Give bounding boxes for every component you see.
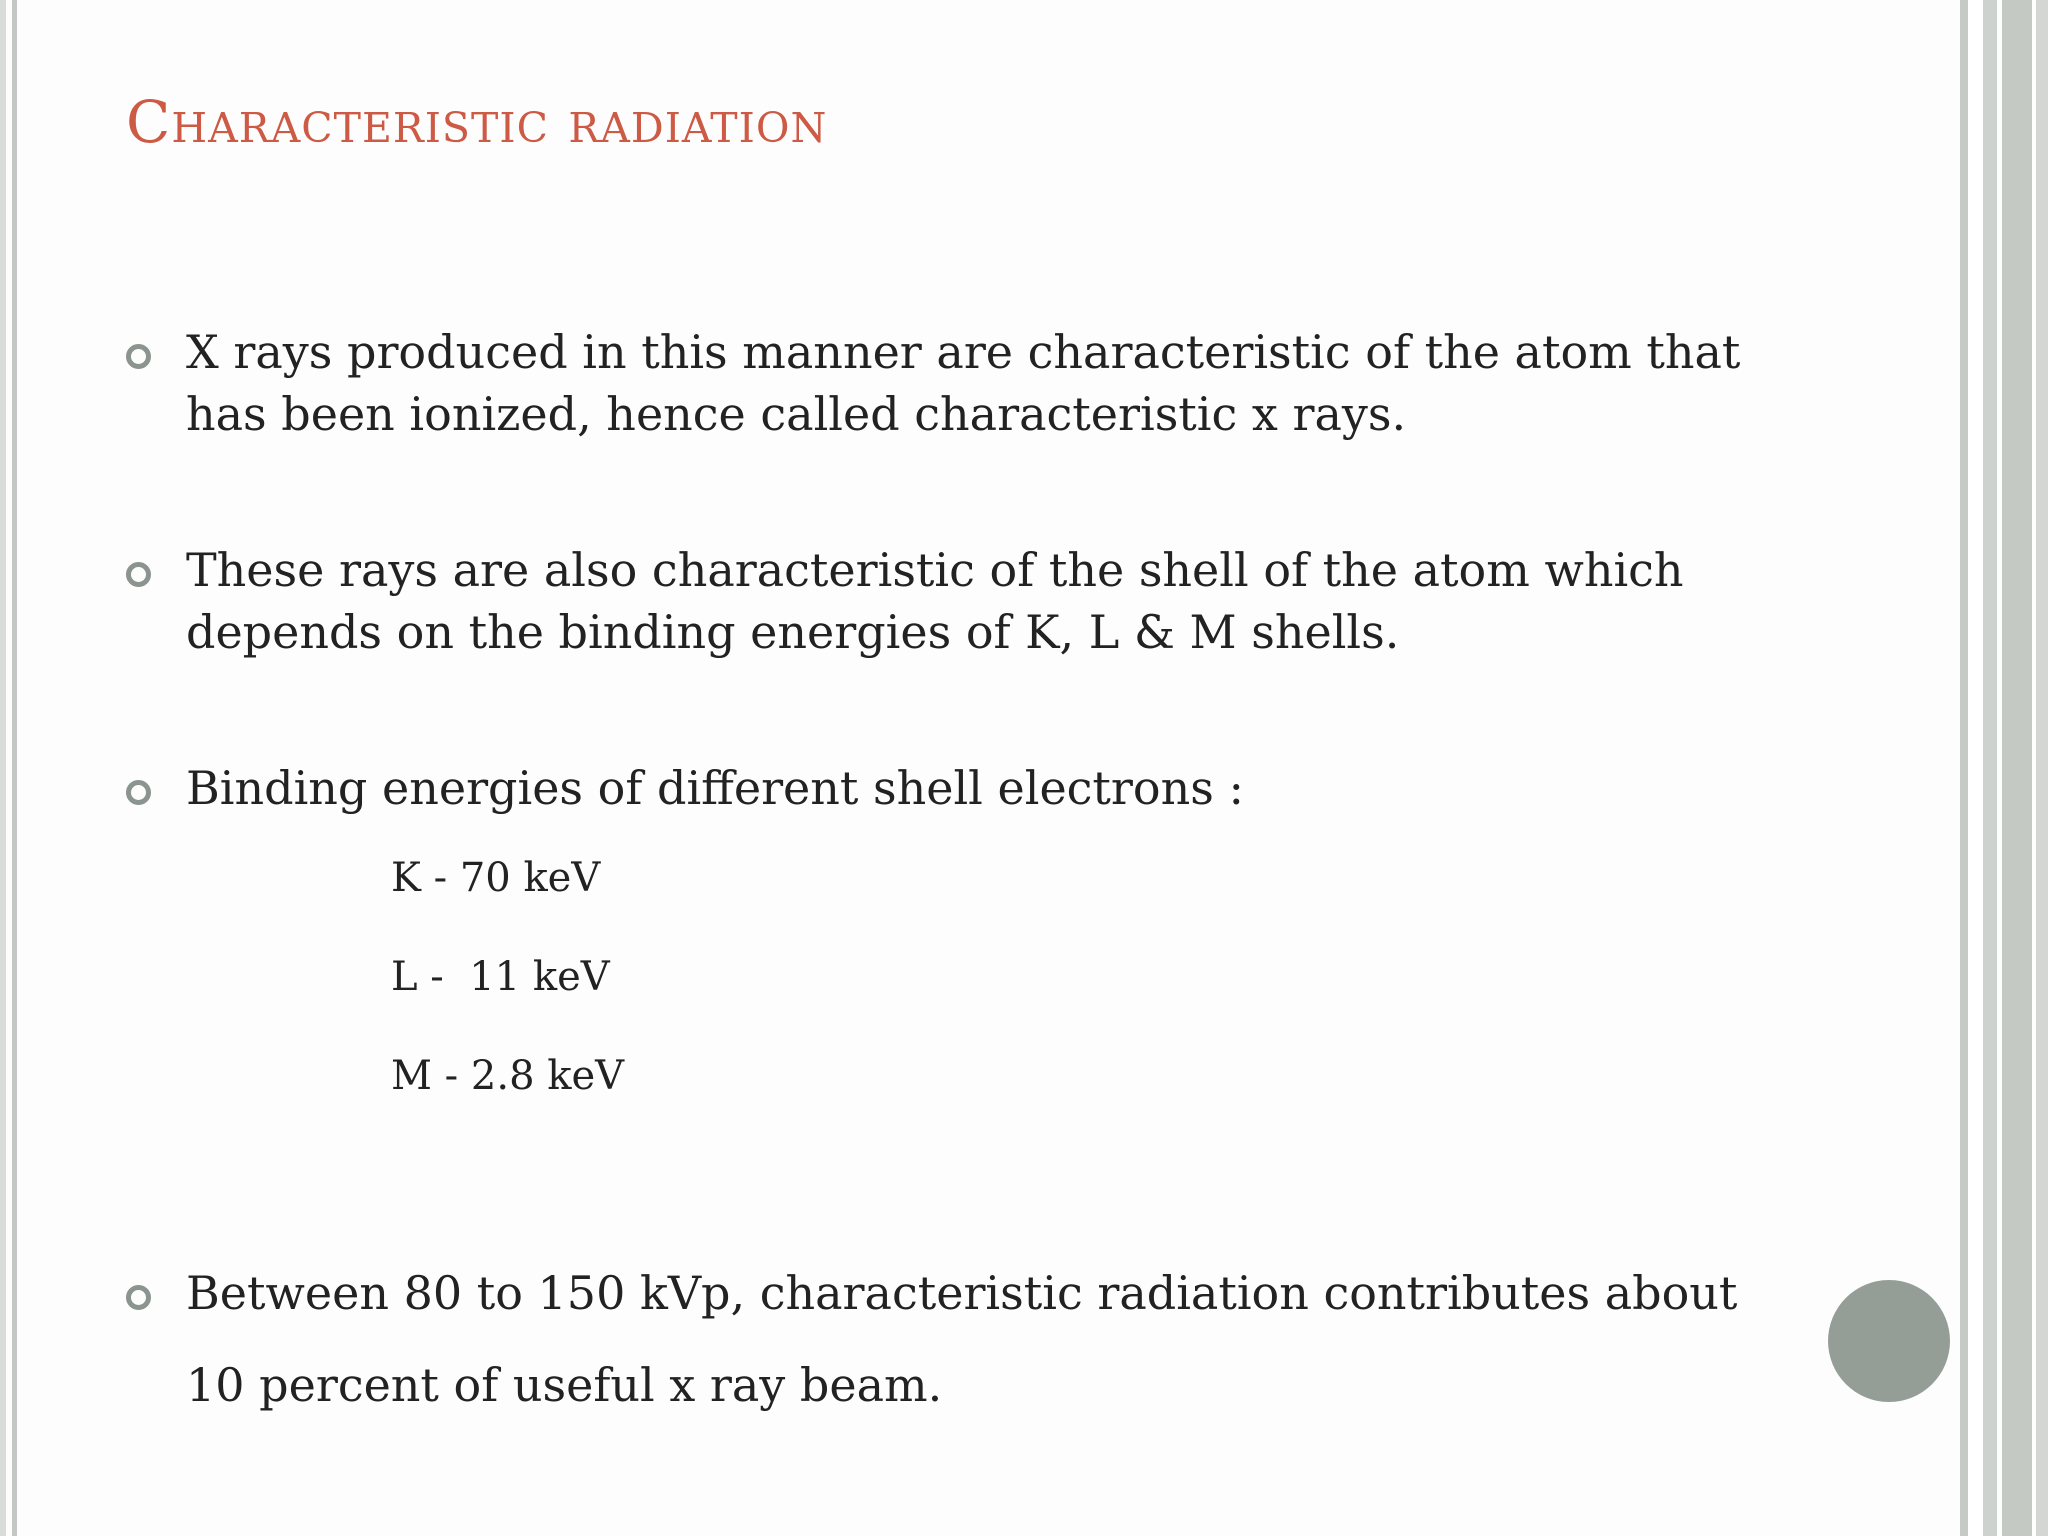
- bullet-text: These rays are also characteristic of the shell of the atom which depends on the binding energies of K, L & M shells.: [186, 543, 1684, 659]
- slide-title: Characteristic radiation: [126, 88, 828, 156]
- right-decoration-bar: [2002, 0, 2032, 1536]
- bullet-circle-icon: [126, 562, 151, 587]
- bullet-circle-icon: [126, 344, 151, 369]
- binding-energy-m: M - 2.8 keV: [391, 1053, 625, 1099]
- bullet-text: X rays produced in this manner are characteristic of the atom that has been ionized, hence called characteristic x rays.: [186, 325, 1741, 441]
- left-border-line: [0, 0, 6, 1536]
- bullet-item: [126, 321, 1766, 445]
- bullet-text: Between 80 to 150 kVp, characteristic radiation contributes about 10 percent of useful x ray beam.: [186, 1266, 1738, 1412]
- decorative-circle: [1828, 1280, 1950, 1402]
- bullet-item: [126, 539, 1766, 663]
- bullet-item: [126, 757, 1766, 819]
- bullet-text: Binding energies of different shell electrons :: [186, 761, 1244, 815]
- bullet-circle-icon: [126, 780, 151, 805]
- binding-energy-k: K - 70 keV: [391, 855, 601, 901]
- right-decoration-bar: [1960, 0, 1968, 1536]
- bullet-item: [126, 1247, 1766, 1431]
- right-decoration-bar: [2036, 0, 2048, 1536]
- binding-energy-l: L - 11 keV: [391, 954, 610, 1000]
- right-decoration-bar: [1983, 0, 1997, 1536]
- bullet-circle-icon: [126, 1285, 151, 1310]
- left-border-line-inner: [12, 0, 17, 1536]
